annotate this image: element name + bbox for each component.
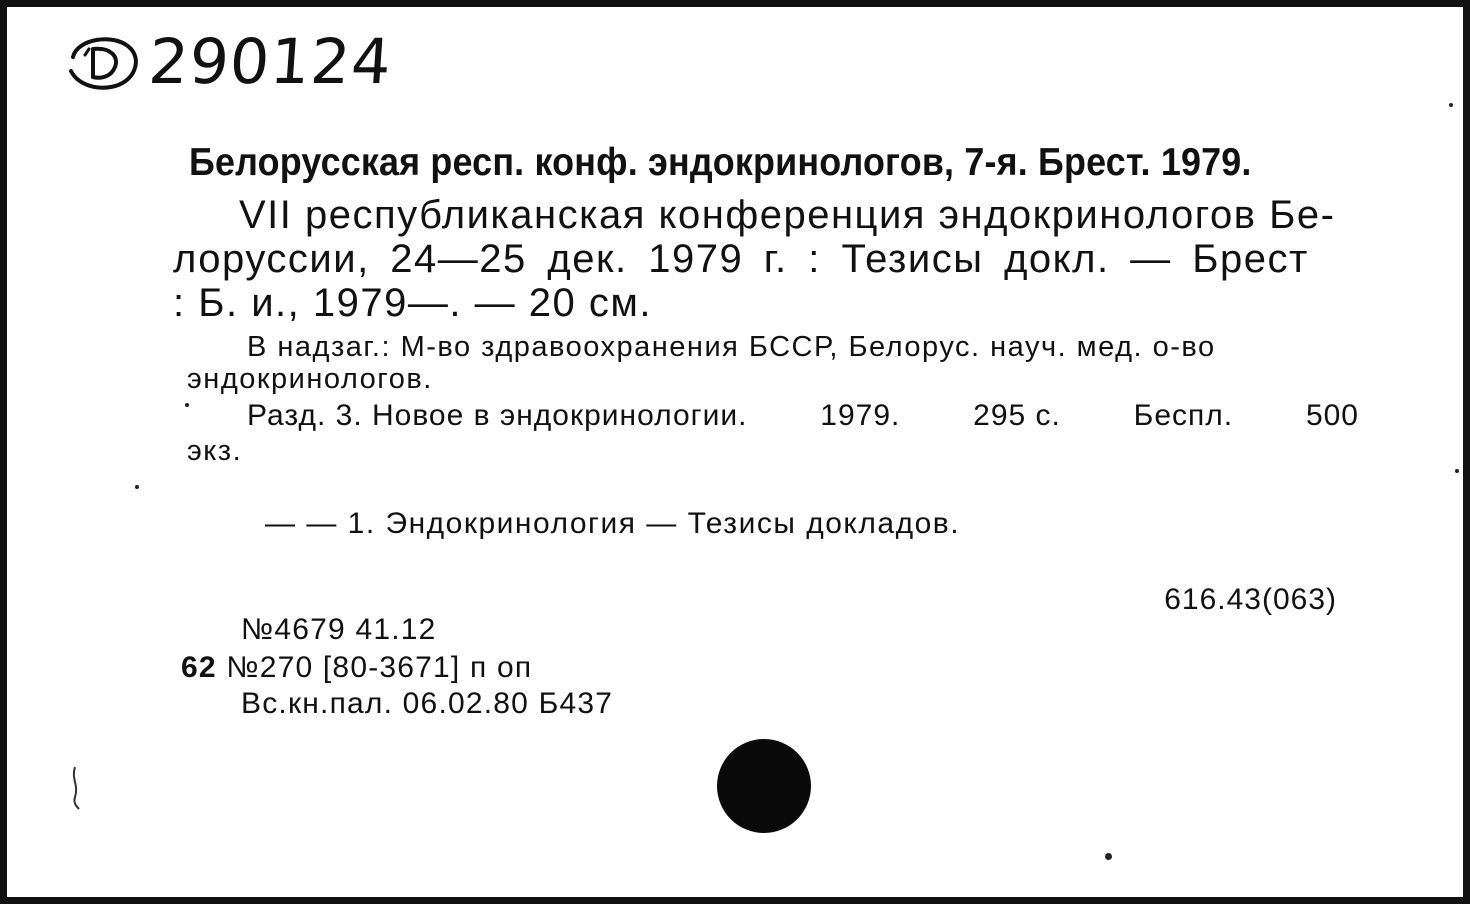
handwritten-inventory-mark	[63, 25, 395, 98]
speck-dot	[185, 403, 189, 407]
series-title: Разд. 3. Новое в эндокринологии.	[247, 399, 748, 432]
handwritten-number: 290124	[146, 25, 395, 98]
speck-dot	[135, 485, 139, 489]
series-year: 1979.	[820, 399, 901, 432]
udc-code: 616.43(063)	[1164, 583, 1337, 616]
imprint-prefix: 62	[181, 651, 217, 684]
imprint-line-2	[181, 651, 532, 685]
speck-dot	[1449, 103, 1453, 107]
imprint-line-1: №4679 41.12	[241, 613, 437, 646]
series-price: Беспл.	[1133, 399, 1234, 432]
series-copies: 500	[1305, 399, 1359, 432]
main-text-line-3: : Б. и., 1979—. — 20 см.	[173, 281, 652, 325]
series-line	[247, 399, 1359, 433]
imprint-line-2-text: №270 [80-3671] п оп	[226, 651, 533, 684]
series-pages: 295 с.	[973, 399, 1061, 432]
subject-heading: — — 1. Эндокринология — Тезисы докладов.	[265, 507, 961, 540]
circled-d-mark-icon	[63, 27, 145, 97]
note-line-2: эндокринологов.	[187, 363, 433, 395]
speck-dot	[1455, 469, 1459, 473]
main-text-line-2: лоруссии, 24—25 дек. 1979 г. : Тезисы докл. — Брест	[173, 237, 1309, 281]
note-line-1: В надзаг.: М-во здравоохранения БССР, Белорус. науч. мед. о-во	[247, 331, 1216, 363]
main-text-line-1: VII республиканская конференция эндокринологов Бе-	[239, 193, 1336, 237]
imprint-line-3: Вс.кн.пал. 06.02.80 Б437	[241, 687, 614, 720]
series-copies-unit: экз.	[187, 435, 243, 467]
card-heading: Белорусская респ. конф. эндокринологов, 7-я. Брест. 1979.	[189, 141, 1252, 184]
punch-hole	[717, 739, 811, 833]
speck-dot	[1105, 853, 1112, 860]
pencil-scribble-icon	[67, 763, 87, 813]
